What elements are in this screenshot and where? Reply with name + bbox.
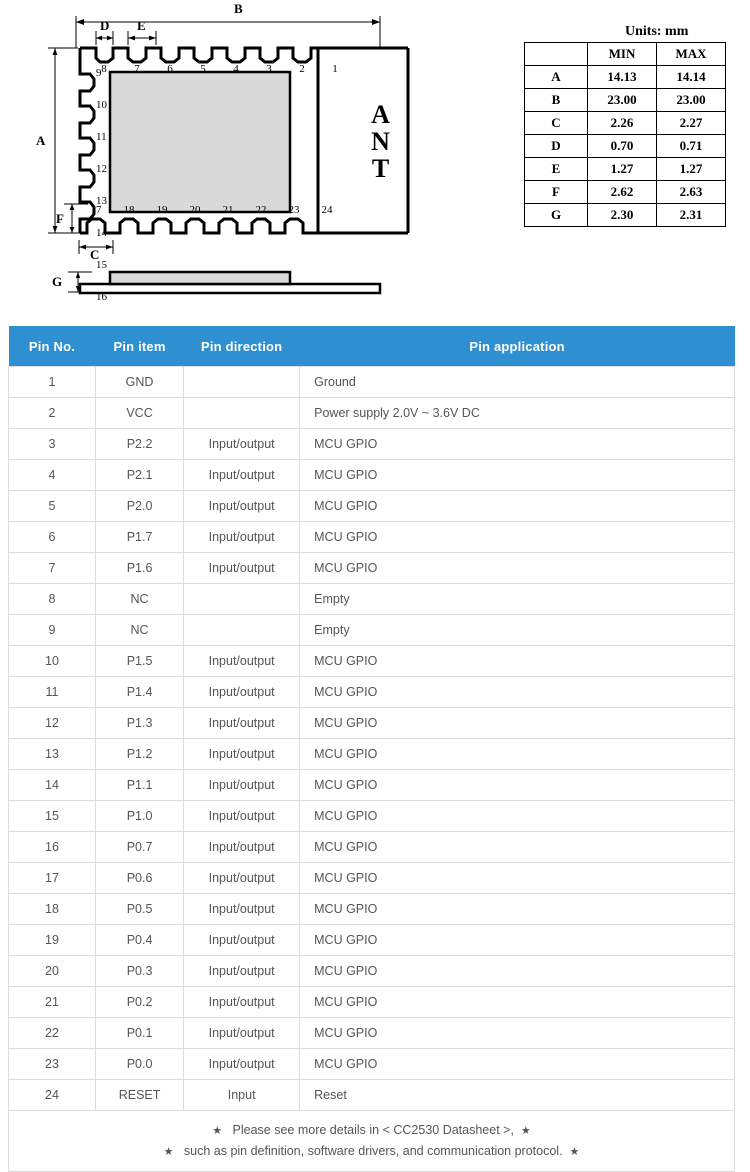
pin-number-top-3: 3 bbox=[266, 63, 272, 75]
pin-number-top-5: 5 bbox=[200, 63, 206, 75]
dimension-line-B bbox=[76, 16, 380, 48]
pin-table-body bbox=[9, 367, 735, 1172]
pin-number-bottom-23: 23 bbox=[288, 204, 300, 216]
pin-cell-no: 12 bbox=[9, 708, 96, 739]
table-row bbox=[9, 832, 735, 863]
dimension-cell-name: C bbox=[525, 112, 588, 135]
star-icon: ★ bbox=[520, 1125, 531, 1138]
pin-cell-app: MCU GPIO bbox=[300, 491, 735, 522]
table-row bbox=[9, 646, 735, 677]
table-row bbox=[9, 584, 735, 615]
pin-cell-item: P1.7 bbox=[95, 522, 183, 553]
shield-can bbox=[110, 72, 290, 212]
dimension-row bbox=[525, 89, 726, 112]
dimension-cell-max: 23.00 bbox=[657, 89, 726, 112]
table-row bbox=[9, 398, 735, 429]
table-row bbox=[9, 925, 735, 956]
dim-label-C: C bbox=[90, 247, 100, 262]
dimension-cell-name: F bbox=[525, 181, 588, 204]
dimension-row bbox=[525, 204, 726, 227]
units-label: Units: mm bbox=[625, 24, 689, 39]
pin-number-left-14: 14 bbox=[96, 227, 107, 239]
pin-number-top-8: 8 bbox=[101, 63, 107, 75]
pin-number-bottom-22: 22 bbox=[255, 204, 267, 216]
pin-number-left-12: 12 bbox=[96, 163, 107, 175]
pin-cell-app: MCU GPIO bbox=[300, 553, 735, 584]
pin-cell-dir: Input/output bbox=[184, 460, 300, 491]
dim-label-B: B bbox=[234, 1, 243, 16]
pin-cell-item: P1.4 bbox=[95, 677, 183, 708]
pin-cell-item: GND bbox=[95, 367, 183, 398]
dimension-cell-max: 2.63 bbox=[657, 181, 726, 204]
pin-cell-app: MCU GPIO bbox=[300, 863, 735, 894]
pin-cell-no: 6 bbox=[9, 522, 96, 553]
footnote-text-1: Please see more details in < CC2530 Datasheet >, bbox=[232, 1123, 514, 1138]
table-row bbox=[9, 801, 735, 832]
dimension-cell-name: E bbox=[525, 158, 588, 181]
pin-cell-item: P0.4 bbox=[95, 925, 183, 956]
pin-cell-no: 19 bbox=[9, 925, 96, 956]
pin-cell-dir: Input/output bbox=[184, 522, 300, 553]
pin-cell-app: MCU GPIO bbox=[300, 1049, 735, 1080]
dimension-cell-min: 23.00 bbox=[588, 89, 657, 112]
pin-cell-no: 18 bbox=[9, 894, 96, 925]
module-drawing bbox=[0, 0, 750, 320]
pin-cell-item: P0.1 bbox=[95, 1018, 183, 1049]
pin-definition-table bbox=[8, 326, 735, 1172]
table-row bbox=[9, 708, 735, 739]
table-row bbox=[9, 1049, 735, 1080]
pin-cell-item: P0.7 bbox=[95, 832, 183, 863]
pin-cell-dir bbox=[184, 584, 300, 615]
dimension-header-blank bbox=[525, 43, 588, 66]
pin-cell-dir: Input/output bbox=[184, 987, 300, 1018]
table-row bbox=[9, 677, 735, 708]
pin-number-bottom-20: 20 bbox=[189, 204, 201, 216]
pin-number-top-7: 7 bbox=[134, 63, 140, 75]
table-row bbox=[9, 429, 735, 460]
side-view bbox=[80, 272, 380, 293]
dimension-cell-min: 14.13 bbox=[588, 66, 657, 89]
pin-cell-item: VCC bbox=[95, 398, 183, 429]
pin-cell-app: MCU GPIO bbox=[300, 1018, 735, 1049]
pin-cell-no: 7 bbox=[9, 553, 96, 584]
table-row bbox=[9, 460, 735, 491]
pin-cell-item: NC bbox=[95, 615, 183, 646]
pin-header-application: Pin application bbox=[300, 326, 735, 367]
pin-cell-no: 14 bbox=[9, 770, 96, 801]
pin-cell-no: 23 bbox=[9, 1049, 96, 1080]
pin-cell-item: P2.1 bbox=[95, 460, 183, 491]
pin-cell-no: 8 bbox=[9, 584, 96, 615]
pin-cell-dir: Input/output bbox=[184, 956, 300, 987]
pin-cell-no: 16 bbox=[9, 832, 96, 863]
pin-cell-dir: Input/output bbox=[184, 429, 300, 460]
footnote-line-1 bbox=[9, 1120, 734, 1141]
pin-cell-item: P1.5 bbox=[95, 646, 183, 677]
dimension-header-min: MIN bbox=[588, 43, 657, 66]
pin-number-top-6: 6 bbox=[167, 63, 173, 75]
dimension-cell-name: G bbox=[525, 204, 588, 227]
pin-cell-app: MCU GPIO bbox=[300, 925, 735, 956]
pin-number-left-13: 13 bbox=[96, 195, 107, 207]
pin-cell-item: P0.6 bbox=[95, 863, 183, 894]
pin-header-direction: Pin direction bbox=[184, 326, 300, 367]
pin-number-left-9: 9 bbox=[96, 67, 102, 79]
dimension-line-A bbox=[48, 48, 78, 233]
dim-label-E: E bbox=[137, 18, 146, 33]
dimension-table-wrapper bbox=[524, 42, 726, 227]
pin-cell-app: Ground bbox=[300, 367, 735, 398]
pin-cell-app: MCU GPIO bbox=[300, 708, 735, 739]
table-row bbox=[9, 1018, 735, 1049]
pin-number-left-15: 15 bbox=[96, 259, 107, 271]
dimension-line-D bbox=[96, 31, 113, 45]
pin-number-top-2: 2 bbox=[299, 63, 305, 75]
table-row bbox=[9, 553, 735, 584]
table-row bbox=[9, 956, 735, 987]
pin-cell-no: 22 bbox=[9, 1018, 96, 1049]
pin-cell-dir: Input/output bbox=[184, 1049, 300, 1080]
dimension-cell-min: 1.27 bbox=[588, 158, 657, 181]
dimension-line-E bbox=[128, 31, 156, 45]
dimension-row bbox=[525, 66, 726, 89]
dimension-row bbox=[525, 112, 726, 135]
pin-cell-dir: Input/output bbox=[184, 863, 300, 894]
dimension-cell-min: 2.62 bbox=[588, 181, 657, 204]
pin-cell-app: MCU GPIO bbox=[300, 832, 735, 863]
dimension-cell-max: 2.31 bbox=[657, 204, 726, 227]
pin-cell-item: P0.3 bbox=[95, 956, 183, 987]
pin-cell-no: 17 bbox=[9, 863, 96, 894]
pin-cell-dir: Input/output bbox=[184, 832, 300, 863]
pin-cell-item: P0.0 bbox=[95, 1049, 183, 1080]
pin-cell-app: MCU GPIO bbox=[300, 770, 735, 801]
table-row bbox=[9, 987, 735, 1018]
dimension-cell-max: 1.27 bbox=[657, 158, 726, 181]
pin-cell-app: Empty bbox=[300, 584, 735, 615]
pin-cell-item: P0.2 bbox=[95, 987, 183, 1018]
table-row bbox=[9, 367, 735, 398]
pin-cell-dir: Input/output bbox=[184, 925, 300, 956]
dimension-row bbox=[525, 158, 726, 181]
pin-cell-dir: Input/output bbox=[184, 1018, 300, 1049]
table-row bbox=[9, 739, 735, 770]
pin-cell-dir: Input/output bbox=[184, 646, 300, 677]
pin-cell-item: P1.1 bbox=[95, 770, 183, 801]
table-row bbox=[9, 522, 735, 553]
table-row bbox=[9, 894, 735, 925]
pin-table-wrapper bbox=[8, 326, 735, 1172]
pin-cell-no: 3 bbox=[9, 429, 96, 460]
pin-cell-app: Power supply 2.0V ~ 3.6V DC bbox=[300, 398, 735, 429]
dim-label-D: D bbox=[100, 18, 110, 33]
dimension-cell-max: 2.27 bbox=[657, 112, 726, 135]
pin-cell-dir: Input/output bbox=[184, 770, 300, 801]
pin-cell-app: MCU GPIO bbox=[300, 801, 735, 832]
pin-cell-item: RESET bbox=[95, 1080, 183, 1111]
dimension-table-body bbox=[525, 66, 726, 227]
pin-cell-item: P0.5 bbox=[95, 894, 183, 925]
table-row bbox=[9, 770, 735, 801]
pin-cell-item: P1.0 bbox=[95, 801, 183, 832]
dimension-row bbox=[525, 135, 726, 158]
dimension-cell-max: 14.14 bbox=[657, 66, 726, 89]
dimension-header-max: MAX bbox=[657, 43, 726, 66]
pin-number-left-16: 16 bbox=[96, 291, 107, 303]
pin-number-left-11: 11 bbox=[96, 131, 107, 143]
pin-cell-no: 2 bbox=[9, 398, 96, 429]
pin-cell-item: P1.3 bbox=[95, 708, 183, 739]
dimension-cell-min: 2.26 bbox=[588, 112, 657, 135]
pin-cell-no: 13 bbox=[9, 739, 96, 770]
dimension-cell-min: 2.30 bbox=[588, 204, 657, 227]
pin-cell-app: MCU GPIO bbox=[300, 956, 735, 987]
table-row bbox=[9, 491, 735, 522]
pin-cell-no: 20 bbox=[9, 956, 96, 987]
dimension-cell-max: 0.71 bbox=[657, 135, 726, 158]
dimension-cell-min: 0.70 bbox=[588, 135, 657, 158]
pin-number-bottom-19: 19 bbox=[156, 204, 168, 216]
table-row bbox=[9, 1080, 735, 1111]
pin-cell-app: MCU GPIO bbox=[300, 646, 735, 677]
dimension-row bbox=[525, 181, 726, 204]
dimension-cell-name: B bbox=[525, 89, 588, 112]
pin-header-item: Pin item bbox=[95, 326, 183, 367]
pin-number-bottom-24: 24 bbox=[321, 204, 333, 216]
pin-cell-no: 21 bbox=[9, 987, 96, 1018]
star-icon: ★ bbox=[569, 1146, 580, 1158]
pin-header-no: Pin No. bbox=[9, 326, 96, 367]
pin-cell-no: 15 bbox=[9, 801, 96, 832]
footnote-text-2: such as pin definition, software drivers, and communication protocol. bbox=[183, 1144, 563, 1158]
pin-cell-app: Empty bbox=[300, 615, 735, 646]
pin-cell-app: MCU GPIO bbox=[300, 522, 735, 553]
pin-cell-app: MCU GPIO bbox=[300, 429, 735, 460]
dim-label-A: A bbox=[36, 133, 46, 148]
star-icon: ★ bbox=[212, 1125, 223, 1138]
pin-cell-item: NC bbox=[95, 584, 183, 615]
pin-cell-dir: Input/output bbox=[184, 801, 300, 832]
pin-number-bottom-18: 18 bbox=[123, 204, 135, 216]
pin-cell-no: 10 bbox=[9, 646, 96, 677]
pin-cell-app: MCU GPIO bbox=[300, 894, 735, 925]
pin-cell-item: P2.0 bbox=[95, 491, 183, 522]
pin-number-bottom-21: 21 bbox=[222, 204, 234, 216]
pin-number-bottom-17: 17 bbox=[90, 204, 102, 216]
pin-cell-no: 24 bbox=[9, 1080, 96, 1111]
pin-cell-dir bbox=[184, 398, 300, 429]
pin-number-top-1: 1 bbox=[332, 63, 338, 75]
pin-number-top-4: 4 bbox=[233, 63, 239, 75]
pin-cell-dir: Input/output bbox=[184, 708, 300, 739]
table-row bbox=[9, 863, 735, 894]
pin-cell-no: 4 bbox=[9, 460, 96, 491]
pin-cell-dir: Input/output bbox=[184, 677, 300, 708]
dimension-table bbox=[524, 42, 726, 227]
star-icon: ★ bbox=[163, 1146, 174, 1158]
pin-cell-dir: Input bbox=[184, 1080, 300, 1111]
footnote-line-2 bbox=[9, 1141, 734, 1162]
pin-cell-item: P1.2 bbox=[95, 739, 183, 770]
pin-cell-app: Reset bbox=[300, 1080, 735, 1111]
pin-cell-app: MCU GPIO bbox=[300, 460, 735, 491]
pin-cell-no: 5 bbox=[9, 491, 96, 522]
dimension-cell-name: D bbox=[525, 135, 588, 158]
pin-cell-item: P1.6 bbox=[95, 553, 183, 584]
pin-cell-no: 9 bbox=[9, 615, 96, 646]
pin-number-left-10: 10 bbox=[96, 99, 107, 111]
pin-cell-item: P2.2 bbox=[95, 429, 183, 460]
pin-cell-dir bbox=[184, 615, 300, 646]
dimension-cell-name: A bbox=[525, 66, 588, 89]
dim-label-F: F bbox=[56, 211, 64, 226]
pin-cell-app: MCU GPIO bbox=[300, 677, 735, 708]
ant-label: ANT bbox=[366, 100, 395, 181]
pin-table-header-row bbox=[9, 326, 735, 367]
pin-cell-no: 1 bbox=[9, 367, 96, 398]
pin-cell-no: 11 bbox=[9, 677, 96, 708]
pin-cell-dir: Input/output bbox=[184, 491, 300, 522]
dimension-table-header-row bbox=[525, 43, 726, 66]
pin-cell-dir: Input/output bbox=[184, 553, 300, 584]
pin-cell-app: MCU GPIO bbox=[300, 739, 735, 770]
pin-cell-dir: Input/output bbox=[184, 739, 300, 770]
pin-cell-dir bbox=[184, 367, 300, 398]
pin-cell-app: MCU GPIO bbox=[300, 987, 735, 1018]
pin-cell-dir: Input/output bbox=[184, 894, 300, 925]
dim-label-G: G bbox=[52, 274, 63, 289]
table-row bbox=[9, 615, 735, 646]
